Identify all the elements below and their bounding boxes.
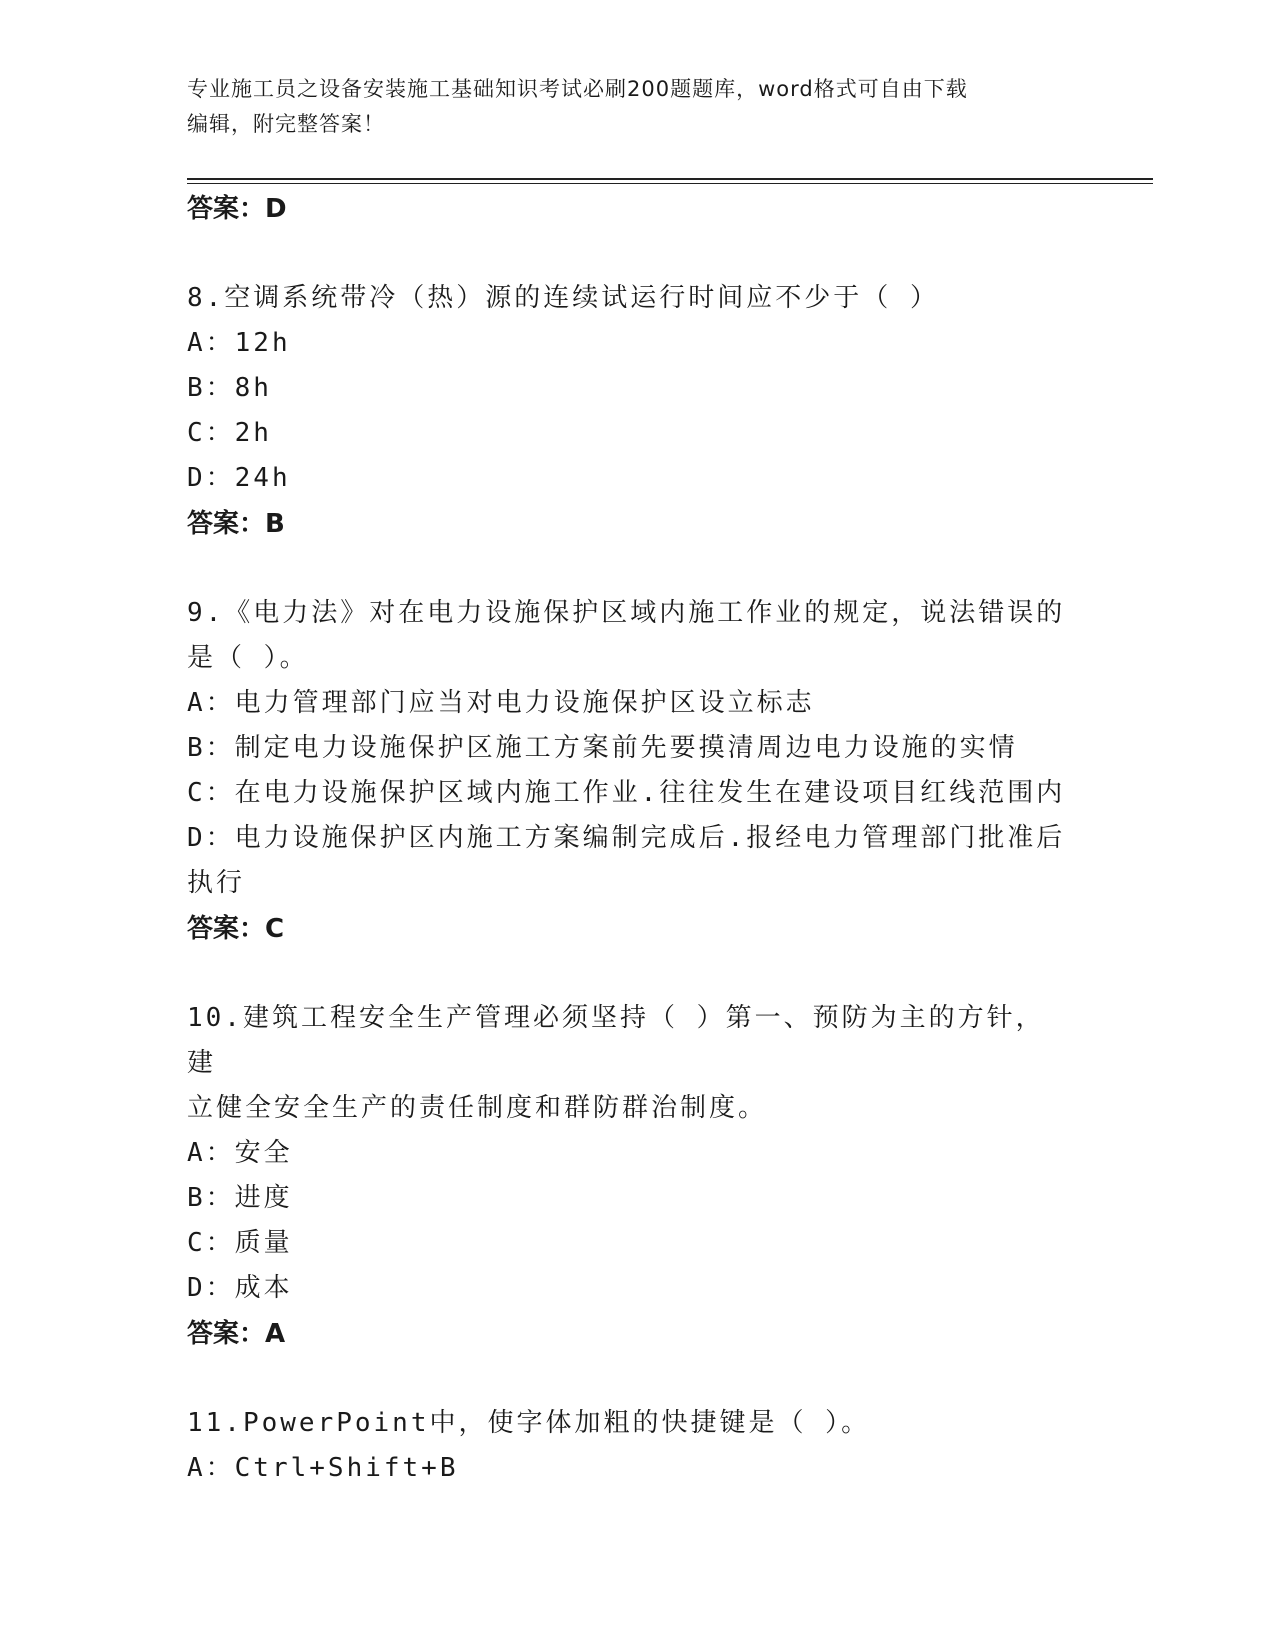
question-10-option-b: B：进度 (187, 1183, 293, 1213)
question-8-option-b: B：8h (187, 373, 272, 403)
question-10-title (187, 996, 1067, 1131)
header-divider-thin (187, 183, 1153, 184)
question-8-title-line: 8.空调系统带冷（热）源的连续试运行时间应不少于（ ） (187, 283, 939, 313)
question-9-title (187, 591, 1067, 681)
question-11-title-line: 11.PowerPoint中，使字体加粗的快捷键是（ ）。 (187, 1408, 871, 1438)
header-title-line-2: 编辑，附完整答案！ (187, 112, 385, 136)
question-11 (187, 1401, 1067, 1491)
question-9-title-line-1: 9.《电力法》对在电力设施保护区域内施工作业的规定，说法错误的 (187, 598, 1066, 628)
header-divider-thick (187, 178, 1153, 180)
page-header (187, 72, 1067, 142)
question-list (187, 186, 1067, 1491)
question-9-option-b: B：制定电力设施保护区施工方案前先要摸清周边电力设施的实情 (187, 733, 1018, 763)
question-10 (187, 996, 1067, 1357)
question-11-option-a: A：Ctrl+Shift+B (187, 1453, 459, 1483)
question-8-answer: 答案：B (187, 509, 285, 539)
question-9-option-c: C：在电力设施保护区域内施工作业.往往发生在建设项目红线范围内 (187, 778, 1066, 808)
question-10-title-line-2: 立健全安全生产的责任制度和群防群治制度。 (187, 1093, 768, 1123)
question-11-title (187, 1401, 1067, 1446)
question-9 (187, 591, 1067, 952)
question-10-option-a: A：安全 (187, 1138, 293, 1168)
question-9-option-d (187, 816, 1067, 906)
question-9-option-a: A：电力管理部门应当对电力设施保护区设立标志 (187, 688, 815, 718)
question-10-answer: 答案：A (187, 1319, 286, 1349)
header-title-line-1: 专业施工员之设备安装施工基础知识考试必刷200题题库，word格式可自由下载 (187, 77, 968, 101)
question-8-option-d: D：24h (187, 463, 291, 493)
question-8-title (187, 276, 1067, 321)
question-9-option-d-line-1: D：电力设施保护区内施工方案编制完成后.报经电力管理部门批准后 (187, 823, 1066, 853)
question-10-option-c: C：质量 (187, 1228, 293, 1258)
question-8-option-a: A：12h (187, 328, 291, 358)
question-8 (187, 276, 1067, 547)
question-9-option-d-line-2: 执行 (187, 868, 246, 898)
question-10-option-d: D：成本 (187, 1273, 293, 1303)
question-9-answer: 答案：C (187, 914, 285, 944)
previous-answer: 答案：D (187, 194, 287, 224)
question-9-title-line-2: 是（ ）。 (187, 643, 309, 673)
question-10-title-line-1: 10.建筑工程安全生产管理必须坚持（ ）第一、预防为主的方针，建 (187, 1003, 1045, 1078)
question-8-option-c: C：2h (187, 418, 272, 448)
